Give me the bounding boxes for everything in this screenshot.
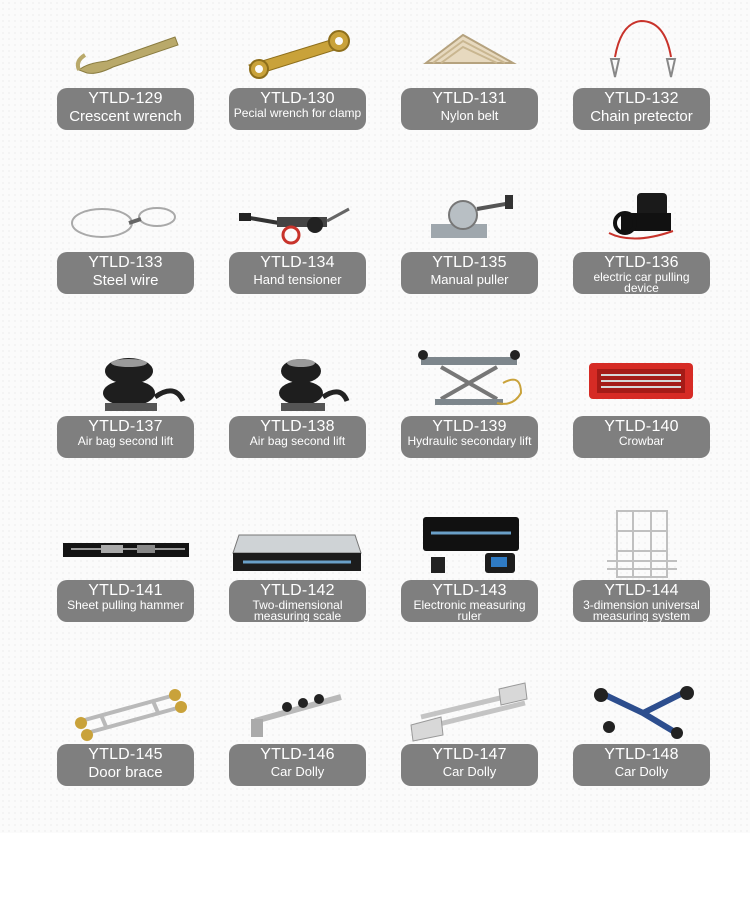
product-label bbox=[57, 416, 194, 458]
product-code: YTLD-144 bbox=[604, 582, 679, 599]
product-label bbox=[57, 580, 194, 622]
product-code: YTLD-141 bbox=[88, 582, 163, 599]
product-label bbox=[573, 744, 710, 786]
electronic-ruler-icon bbox=[401, 507, 538, 580]
product-label bbox=[401, 580, 538, 622]
chain-protector-icon bbox=[573, 15, 710, 88]
product-name: Electronic measuring ruler bbox=[413, 598, 526, 622]
product-code: YTLD-134 bbox=[260, 254, 335, 271]
product-card[interactable] bbox=[57, 343, 194, 507]
pulling-hammer-icon bbox=[57, 507, 194, 580]
product-name: Air bag second lift bbox=[77, 434, 174, 448]
product-name: Steel wire bbox=[92, 272, 159, 289]
product-label bbox=[401, 252, 538, 294]
product-code: YTLD-135 bbox=[432, 254, 507, 271]
product-name: Hand tensioner bbox=[253, 272, 342, 287]
hand-tensioner-icon bbox=[229, 179, 366, 252]
product-card[interactable] bbox=[57, 507, 194, 671]
product-code: YTLD-142 bbox=[260, 582, 335, 599]
product-label bbox=[573, 580, 710, 622]
product-card[interactable] bbox=[401, 343, 538, 507]
product-code: YTLD-130 bbox=[260, 90, 335, 107]
product-card[interactable] bbox=[57, 15, 194, 179]
product-card[interactable] bbox=[573, 179, 710, 343]
product-grid bbox=[57, 15, 710, 835]
product-card[interactable] bbox=[229, 507, 366, 671]
product-code: YTLD-145 bbox=[88, 746, 163, 763]
product-label bbox=[229, 580, 366, 622]
electric-winch-icon bbox=[573, 179, 710, 252]
product-card[interactable] bbox=[229, 343, 366, 507]
product-card[interactable] bbox=[573, 507, 710, 671]
steel-wire-icon bbox=[57, 179, 194, 252]
product-label bbox=[229, 88, 366, 130]
product-code: YTLD-137 bbox=[88, 418, 163, 435]
product-label bbox=[229, 416, 366, 458]
car-dolly-icon bbox=[401, 671, 538, 744]
product-code: YTLD-139 bbox=[432, 418, 507, 435]
product-name: Pecial wrench for clamp bbox=[233, 106, 362, 120]
product-card[interactable] bbox=[401, 179, 538, 343]
product-name: Sheet pulling hammer bbox=[67, 598, 184, 612]
product-card[interactable] bbox=[57, 179, 194, 343]
product-label bbox=[401, 88, 538, 130]
clamp-wrench-icon bbox=[229, 15, 366, 88]
car-dolly-icon bbox=[573, 671, 710, 744]
product-card[interactable] bbox=[401, 15, 538, 179]
measuring-system-icon bbox=[573, 507, 710, 580]
air-bag-lift-icon bbox=[229, 343, 366, 416]
product-code: YTLD-133 bbox=[88, 254, 163, 271]
product-name: Crowbar bbox=[618, 434, 665, 448]
product-card[interactable] bbox=[229, 15, 366, 179]
air-bag-lift-icon bbox=[57, 343, 194, 416]
product-card[interactable] bbox=[229, 179, 366, 343]
product-name: Car Dolly bbox=[614, 764, 669, 779]
product-name: 3-dimension universal measuring system bbox=[583, 598, 700, 622]
product-card[interactable] bbox=[573, 15, 710, 179]
product-code: YTLD-147 bbox=[432, 746, 507, 763]
product-name: Two-dimensional measuring scale bbox=[252, 598, 343, 622]
product-name: Chain pretector bbox=[590, 108, 693, 125]
manual-puller-icon bbox=[401, 179, 538, 252]
product-card[interactable] bbox=[401, 507, 538, 671]
product-label bbox=[573, 88, 710, 130]
product-label bbox=[229, 252, 366, 294]
product-card[interactable] bbox=[573, 343, 710, 507]
product-code: YTLD-136 bbox=[604, 254, 679, 271]
product-label bbox=[57, 252, 194, 294]
product-card[interactable] bbox=[401, 671, 538, 835]
hydraulic-lift-icon bbox=[401, 343, 538, 416]
product-code: YTLD-129 bbox=[88, 90, 163, 107]
product-name: Hydraulic secondary lift bbox=[407, 434, 532, 448]
product-card[interactable] bbox=[573, 671, 710, 835]
product-label bbox=[573, 416, 710, 458]
product-name: Car Dolly bbox=[442, 764, 497, 779]
product-name: Air bag second lift bbox=[249, 434, 346, 448]
product-code: YTLD-140 bbox=[604, 418, 679, 435]
product-name: Nylon belt bbox=[440, 108, 499, 123]
product-label bbox=[401, 744, 538, 786]
product-name: electric car pulling device bbox=[593, 270, 690, 294]
product-code: YTLD-138 bbox=[260, 418, 335, 435]
product-label bbox=[57, 88, 194, 130]
product-label bbox=[573, 252, 710, 294]
product-code: YTLD-148 bbox=[604, 746, 679, 763]
product-name: Door brace bbox=[88, 764, 163, 781]
product-label bbox=[229, 744, 366, 786]
door-brace-icon bbox=[57, 671, 194, 744]
product-name: Crescent wrench bbox=[69, 108, 182, 125]
product-label bbox=[57, 744, 194, 786]
nylon-belt-icon bbox=[401, 15, 538, 88]
product-card[interactable] bbox=[229, 671, 366, 835]
product-card[interactable] bbox=[57, 671, 194, 835]
crescent-wrench-icon bbox=[57, 15, 194, 88]
product-code: YTLD-143 bbox=[432, 582, 507, 599]
car-dolly-icon bbox=[229, 671, 366, 744]
product-code: YTLD-132 bbox=[604, 90, 679, 107]
product-name: Car Dolly bbox=[270, 764, 325, 779]
product-code: YTLD-131 bbox=[432, 90, 507, 107]
crowbar-case-icon bbox=[573, 343, 710, 416]
product-label bbox=[401, 416, 538, 458]
product-code: YTLD-146 bbox=[260, 746, 335, 763]
product-name: Manual puller bbox=[430, 272, 509, 287]
measuring-scale-case-icon bbox=[229, 507, 366, 580]
